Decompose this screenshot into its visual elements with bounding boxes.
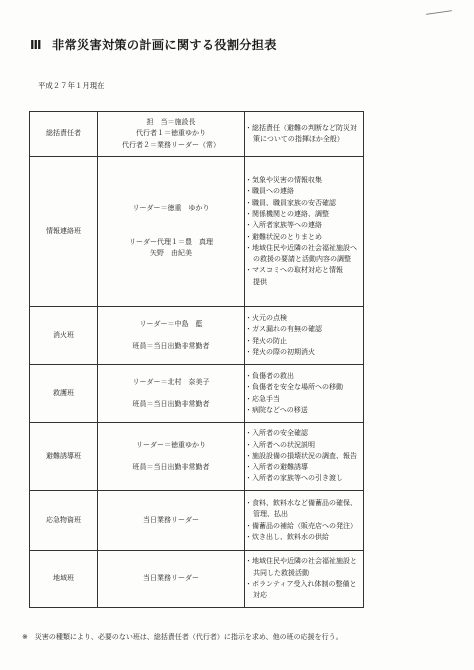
member-line [98,226,244,237]
member-line: リーダー＝徳重ゆかり [136,440,206,449]
team-name: 情報連絡班 [30,157,98,307]
footnote: ※ 災害の種類により、必要のない班は、総括責任者（代行者）に指示を求め、他の班の応援を行う。 [22,633,343,641]
team-members [98,423,245,491]
team-name: 地域班 [30,551,98,608]
member-line: 当日業務リーダー [143,574,199,583]
duty-item: ・負傷者を安全な場所への移動 [245,383,343,392]
scan-mark [426,10,452,15]
team-name: 応急物資班 [30,491,98,551]
role-table [29,111,364,608]
member-line: リーダー代理１＝豊 真理 [129,238,213,247]
team-name: 救護班 [30,365,98,423]
duty-item: ・入所者への状況説明 [245,440,315,449]
section-number: Ⅲ [30,38,42,52]
member-line: 班員＝当日出勤非常勤者 [132,400,210,409]
duty-item: ・ボランティア受入れ体制の整備と [245,580,357,588]
team-duties [245,157,364,307]
duty-continuation: 策についての指揮ほか全般） [253,135,344,143]
duty-continuation: 対応 [253,591,267,600]
member-line [98,388,244,399]
table-row [30,157,364,307]
team-members [98,112,245,157]
duty-item: ・食料、飲料水など備蓄品の確保、 [245,498,357,507]
team-name: 総括責任者 [30,112,98,157]
duty-item: ・発火の防止 [245,336,287,345]
team-duties [245,307,364,365]
duty-item: ・応急手当 [245,394,280,403]
team-members [98,491,245,551]
team-duties [245,365,364,423]
duty-item: ・関係機関との連絡、調整 [245,209,329,218]
duty-item: ・入所者家族等への連絡 [245,221,322,230]
duty-item: ・地域住民や近隣の社会福祉施設と [245,557,357,566]
duty-item: ・避難状況のとりまとめ [245,232,322,241]
duty-item: ・ガス漏れの有無の確認 [245,325,322,334]
duty-item: ・発火の際の初期消火 [245,347,315,356]
team-name: 避難誘導班 [30,423,98,491]
table-row [30,365,364,423]
member-line: 代行者２＝業務リーダー（常） [122,140,220,149]
member-line: 担 当＝施設長 [146,118,196,127]
page-title [30,36,277,53]
team-duties [245,491,364,551]
duty-item: ・入所者の避難誘導 [245,463,308,472]
duty-item: ・入所者の家族等への引き渡し [245,474,343,483]
duty-item: ・炊き出し、飲料水の供給 [245,532,329,541]
team-name: 消火班 [30,307,98,365]
duty-item: ・職員、職員家族の安否確認 [245,198,336,207]
team-members [98,157,245,307]
table-row [30,112,364,157]
member-line: 代行者１＝徳重ゆかり [136,129,206,138]
team-members [98,307,245,365]
duty-item: ・地域住民や近隣の社会福祉施設へ [245,243,357,252]
duty-item: ・気象や災害の情報収集 [245,176,322,185]
member-line: 矢野 由紀美 [150,249,192,258]
table-row [30,307,364,365]
duty-continuation: 提供 [253,277,267,286]
duty-item: ・備蓄品の補給（販売店への発注） [245,521,357,530]
member-line: リーダー＝北村 奈美子 [132,377,210,386]
duty-item: ・施設設備の損壊状況の調査、報告 [245,451,357,460]
team-duties [245,423,364,491]
duty-item: ・職員への連絡 [245,187,294,196]
team-members [98,365,245,423]
member-line: 班員＝当日出勤非常勤者 [132,342,210,351]
table-row [30,423,364,491]
member-line: リーダー＝中島 藍 [139,319,203,328]
team-duties [245,551,364,608]
title-text: 非常災害対策の計画に関する役割分担表 [52,38,277,52]
duty-item: ・火元の点検 [245,313,287,322]
duty-continuation: の救援の要請と活動内容の調整 [253,255,351,264]
duty-continuation: 管理、払出 [253,510,288,519]
member-line [98,215,244,226]
duty-item: ・入所者の安全確認 [245,429,308,438]
team-duties [245,112,364,157]
duty-item: ・総括責任（避難の判断など防災対 [245,123,357,132]
member-line [98,451,244,462]
team-members [98,551,245,608]
member-line: 班員＝当日出勤非常勤者 [132,463,210,472]
table-row [30,551,364,608]
member-line [98,330,244,341]
table-row [30,491,364,551]
duty-item: ・マスコミへの取材対応と情報 [245,266,343,275]
date-note: 平成２７年１月現在 [38,81,105,90]
duty-continuation: 共同した救援活動 [253,568,309,577]
member-line: 当日業務リーダー [143,515,199,524]
member-line: リーダー＝徳重 ゆかり [132,204,210,213]
duty-item: ・負傷者の救出 [245,371,294,380]
duty-item: ・病院などへの移送 [245,405,308,414]
